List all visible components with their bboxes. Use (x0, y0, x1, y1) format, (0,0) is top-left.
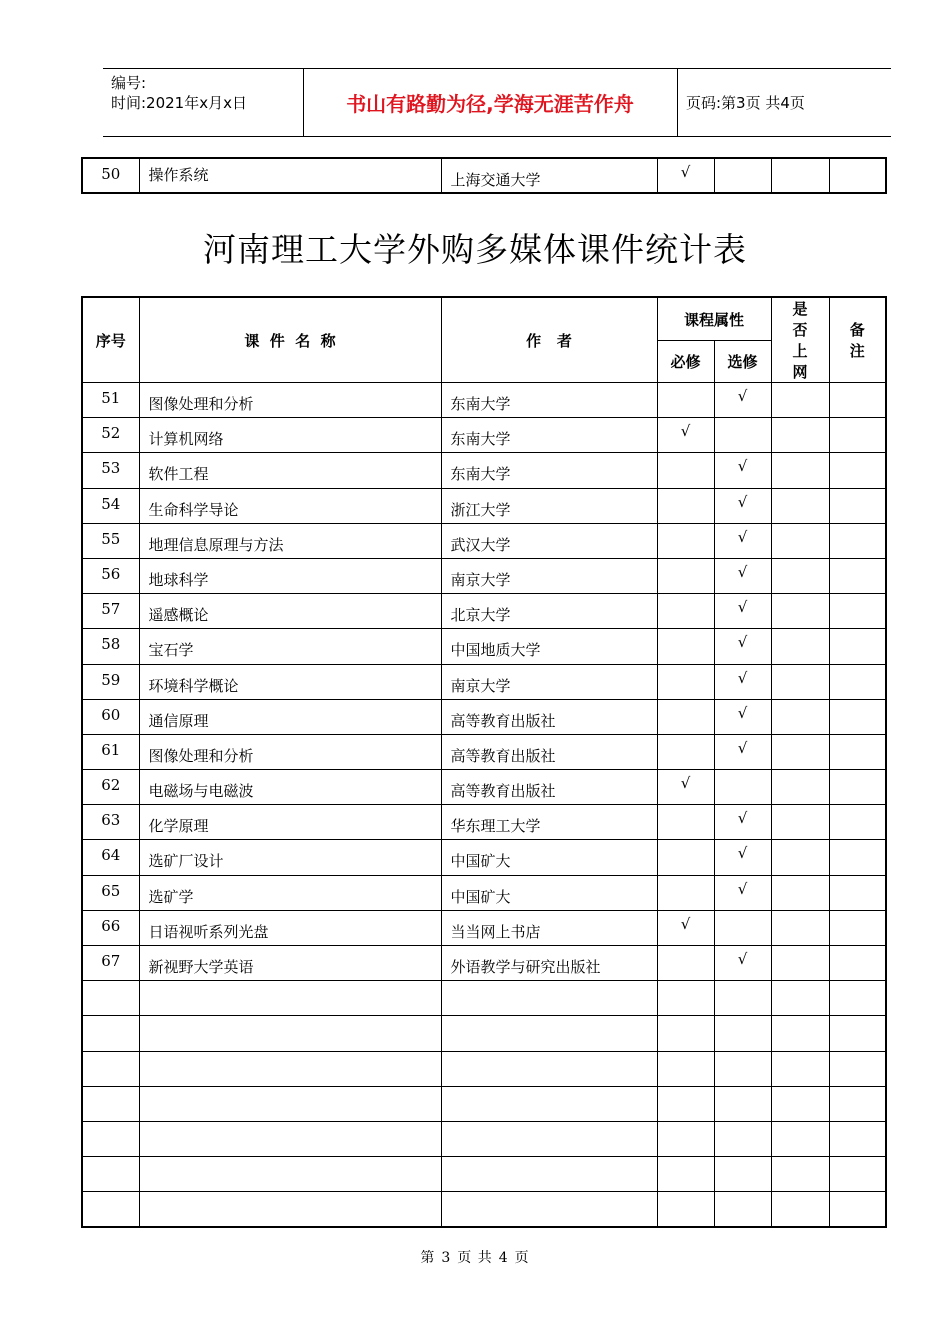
table-row (82, 1192, 886, 1227)
course-author: 东南大学 (441, 383, 657, 418)
note-cell (829, 594, 886, 629)
course-author: 南京大学 (441, 664, 657, 699)
required-mark (657, 1086, 714, 1121)
row-number: 66 (82, 910, 139, 945)
row-number: 50 (82, 158, 139, 193)
required-mark: √ (657, 418, 714, 453)
header-no: 序号 (82, 297, 139, 383)
required-mark (657, 1051, 714, 1086)
footer-mid: 页 共 (457, 1250, 493, 1266)
course-name: 操作系统 (139, 158, 441, 193)
online-cell (771, 805, 829, 840)
online-cell (771, 875, 829, 910)
elective-mark: √ (714, 946, 771, 981)
course-author: 当当网上书店 (441, 910, 657, 945)
table-row (82, 805, 886, 840)
page-footer (0, 1247, 950, 1267)
course-name (139, 1192, 441, 1227)
row-number (82, 1121, 139, 1156)
required-mark (657, 1016, 714, 1051)
elective-mark: √ (714, 558, 771, 593)
note-cell (829, 418, 886, 453)
course-name (139, 1051, 441, 1086)
note-cell (829, 1086, 886, 1121)
course-author: 武汉大学 (441, 523, 657, 558)
elective-mark (714, 1086, 771, 1121)
table-row (82, 1086, 886, 1121)
header-page-info: 页码:第3页 共4页 (686, 94, 805, 112)
note-cell (829, 158, 886, 193)
note-cell (829, 1016, 886, 1051)
course-table (81, 296, 887, 1228)
required-mark (657, 875, 714, 910)
elective-mark (714, 770, 771, 805)
elective-mark (714, 981, 771, 1016)
note-cell (829, 558, 886, 593)
online-cell (771, 523, 829, 558)
online-cell (771, 594, 829, 629)
elective-mark (714, 910, 771, 945)
table-row (82, 594, 886, 629)
row-number: 56 (82, 558, 139, 593)
note-cell (829, 1157, 886, 1192)
note-cell (829, 383, 886, 418)
elective-mark: √ (714, 383, 771, 418)
footer-total-pages: 4 (498, 1250, 509, 1266)
row-number: 57 (82, 594, 139, 629)
course-name: 新视野大学英语 (139, 946, 441, 981)
note-cell (829, 453, 886, 488)
row-number (82, 1051, 139, 1086)
course-name: 软件工程 (139, 453, 441, 488)
elective-mark: √ (714, 664, 771, 699)
required-mark (657, 488, 714, 523)
table-row (82, 1016, 886, 1051)
continuation-table (81, 157, 887, 194)
online-cell (771, 770, 829, 805)
course-name (139, 981, 441, 1016)
online-cell (771, 1192, 829, 1227)
required-mark (657, 629, 714, 664)
online-cell (771, 418, 829, 453)
header-row (82, 297, 886, 341)
row-number: 53 (82, 453, 139, 488)
row-number: 65 (82, 875, 139, 910)
table-row (82, 1157, 886, 1192)
course-author (441, 1051, 657, 1086)
elective-mark: √ (714, 805, 771, 840)
note-cell (829, 734, 886, 769)
row-number: 59 (82, 664, 139, 699)
table-row (82, 699, 886, 734)
table-body (82, 383, 886, 1228)
table-row (82, 840, 886, 875)
note-cell (829, 488, 886, 523)
elective-mark: √ (714, 523, 771, 558)
elective-mark: √ (714, 875, 771, 910)
elective-mark: √ (714, 488, 771, 523)
elective-mark (714, 1192, 771, 1227)
required-mark (657, 946, 714, 981)
course-author (441, 1157, 657, 1192)
elective-mark (714, 1157, 771, 1192)
table-row (82, 453, 886, 488)
note-cell (829, 629, 886, 664)
row-number (82, 1016, 139, 1051)
online-cell (771, 383, 829, 418)
online-cell (771, 1121, 829, 1156)
course-name: 电磁场与电磁波 (139, 770, 441, 805)
required-mark (657, 594, 714, 629)
course-name: 图像处理和分析 (139, 383, 441, 418)
row-number: 64 (82, 840, 139, 875)
course-author: 北京大学 (441, 594, 657, 629)
course-name: 化学原理 (139, 805, 441, 840)
elective-mark: √ (714, 699, 771, 734)
header-elective: 选修 (714, 341, 771, 383)
table-row (82, 383, 886, 418)
course-author (441, 981, 657, 1016)
course-name: 地理信息原理与方法 (139, 523, 441, 558)
header-online: 是否上网 (771, 297, 829, 383)
course-name: 宝石学 (139, 629, 441, 664)
row-number: 62 (82, 770, 139, 805)
course-author: 中国矿大 (441, 840, 657, 875)
course-author (441, 1121, 657, 1156)
header-attr: 课程属性 (657, 297, 771, 341)
online-cell (771, 699, 829, 734)
online-cell (771, 558, 829, 593)
header-divider (677, 69, 678, 136)
required-mark: √ (657, 770, 714, 805)
course-author: 华东理工大学 (441, 805, 657, 840)
elective-mark: √ (714, 629, 771, 664)
elective-mark: √ (714, 840, 771, 875)
row-number: 58 (82, 629, 139, 664)
course-author (441, 1192, 657, 1227)
row-number: 51 (82, 383, 139, 418)
table-row (82, 910, 886, 945)
elective-mark: √ (714, 594, 771, 629)
table-row (82, 946, 886, 981)
course-author: 浙江大学 (441, 488, 657, 523)
table-row (82, 664, 886, 699)
required-mark (657, 523, 714, 558)
time-label: 时间:2021年x月x日 (111, 94, 247, 112)
row-number: 54 (82, 488, 139, 523)
required-mark (657, 981, 714, 1016)
elective-mark (714, 1121, 771, 1156)
course-name: 地球科学 (139, 558, 441, 593)
course-name: 选矿学 (139, 875, 441, 910)
required-mark (657, 805, 714, 840)
course-author: 高等教育出版社 (441, 699, 657, 734)
course-author (441, 1016, 657, 1051)
elective-mark (714, 158, 771, 193)
required-mark (657, 383, 714, 418)
course-author: 外语教学与研究出版社 (441, 946, 657, 981)
table-row (82, 158, 886, 193)
course-name: 生命科学导论 (139, 488, 441, 523)
header-motto: 书山有路勤为径,学海无涯苦作舟 (346, 92, 634, 116)
course-author: 东南大学 (441, 453, 657, 488)
row-number: 60 (82, 699, 139, 734)
elective-mark: √ (714, 734, 771, 769)
note-cell (829, 770, 886, 805)
online-cell (771, 840, 829, 875)
footer-suffix: 页 (514, 1250, 530, 1266)
course-name: 图像处理和分析 (139, 734, 441, 769)
note-cell (829, 981, 886, 1016)
note-cell (829, 805, 886, 840)
note-cell (829, 1121, 886, 1156)
course-author: 中国矿大 (441, 875, 657, 910)
online-cell (771, 1016, 829, 1051)
note-cell (829, 946, 886, 981)
header-meta (111, 73, 247, 113)
note-cell (829, 664, 886, 699)
table-row (82, 523, 886, 558)
table-row (82, 770, 886, 805)
required-mark (657, 1157, 714, 1192)
course-name: 选矿厂设计 (139, 840, 441, 875)
note-cell (829, 1192, 886, 1227)
online-cell (771, 158, 829, 193)
online-cell (771, 1051, 829, 1086)
course-name (139, 1157, 441, 1192)
elective-mark (714, 418, 771, 453)
row-number: 63 (82, 805, 139, 840)
header-author: 作 者 (441, 297, 657, 383)
table-row (82, 1051, 886, 1086)
course-author: 高等教育出版社 (441, 770, 657, 805)
online-cell (771, 488, 829, 523)
course-author: 上海交通大学 (441, 158, 657, 193)
row-number (82, 1192, 139, 1227)
row-number: 61 (82, 734, 139, 769)
course-name: 计算机网络 (139, 418, 441, 453)
row-number (82, 1157, 139, 1192)
table-row (82, 981, 886, 1016)
row-number: 55 (82, 523, 139, 558)
course-name: 日语视听系列光盘 (139, 910, 441, 945)
elective-mark (714, 1016, 771, 1051)
table-row (82, 1121, 886, 1156)
required-mark: √ (657, 158, 714, 193)
table-row (82, 488, 886, 523)
online-cell (771, 453, 829, 488)
course-author: 高等教育出版社 (441, 734, 657, 769)
table-row (82, 558, 886, 593)
online-cell (771, 734, 829, 769)
required-mark (657, 1121, 714, 1156)
note-cell (829, 875, 886, 910)
required-mark (657, 699, 714, 734)
row-number: 52 (82, 418, 139, 453)
table-row (82, 629, 886, 664)
online-cell (771, 981, 829, 1016)
note-cell (829, 699, 886, 734)
required-mark (657, 734, 714, 769)
course-author: 中国地质大学 (441, 629, 657, 664)
course-author: 东南大学 (441, 418, 657, 453)
page-header (103, 68, 891, 137)
note-cell (829, 840, 886, 875)
page-title: 河南理工大学外购多媒体课件统计表 (203, 230, 747, 269)
course-name (139, 1086, 441, 1121)
footer-current-page: 3 (441, 1250, 452, 1266)
course-author (441, 1086, 657, 1121)
online-cell (771, 1086, 829, 1121)
number-label: 编号: (111, 74, 147, 92)
online-cell (771, 910, 829, 945)
footer-prefix: 第 (420, 1250, 436, 1266)
table-row (82, 875, 886, 910)
course-name: 通信原理 (139, 699, 441, 734)
online-cell (771, 946, 829, 981)
row-number (82, 981, 139, 1016)
header-required: 必修 (657, 341, 714, 383)
table-row (82, 734, 886, 769)
row-number: 67 (82, 946, 139, 981)
course-name: 环境科学概论 (139, 664, 441, 699)
online-cell (771, 629, 829, 664)
course-name (139, 1016, 441, 1051)
note-cell (829, 523, 886, 558)
row-number (82, 1086, 139, 1121)
required-mark (657, 840, 714, 875)
elective-mark: √ (714, 453, 771, 488)
header-note: 备注 (829, 297, 886, 383)
table-row (82, 418, 886, 453)
required-mark (657, 1192, 714, 1227)
required-mark (657, 664, 714, 699)
note-cell (829, 1051, 886, 1086)
online-cell (771, 1157, 829, 1192)
required-mark: √ (657, 910, 714, 945)
required-mark (657, 558, 714, 593)
required-mark (657, 453, 714, 488)
course-author: 南京大学 (441, 558, 657, 593)
course-name: 遥感概论 (139, 594, 441, 629)
header-name: 课 件 名 称 (139, 297, 441, 383)
note-cell (829, 910, 886, 945)
elective-mark (714, 1051, 771, 1086)
online-cell (771, 664, 829, 699)
course-name (139, 1121, 441, 1156)
